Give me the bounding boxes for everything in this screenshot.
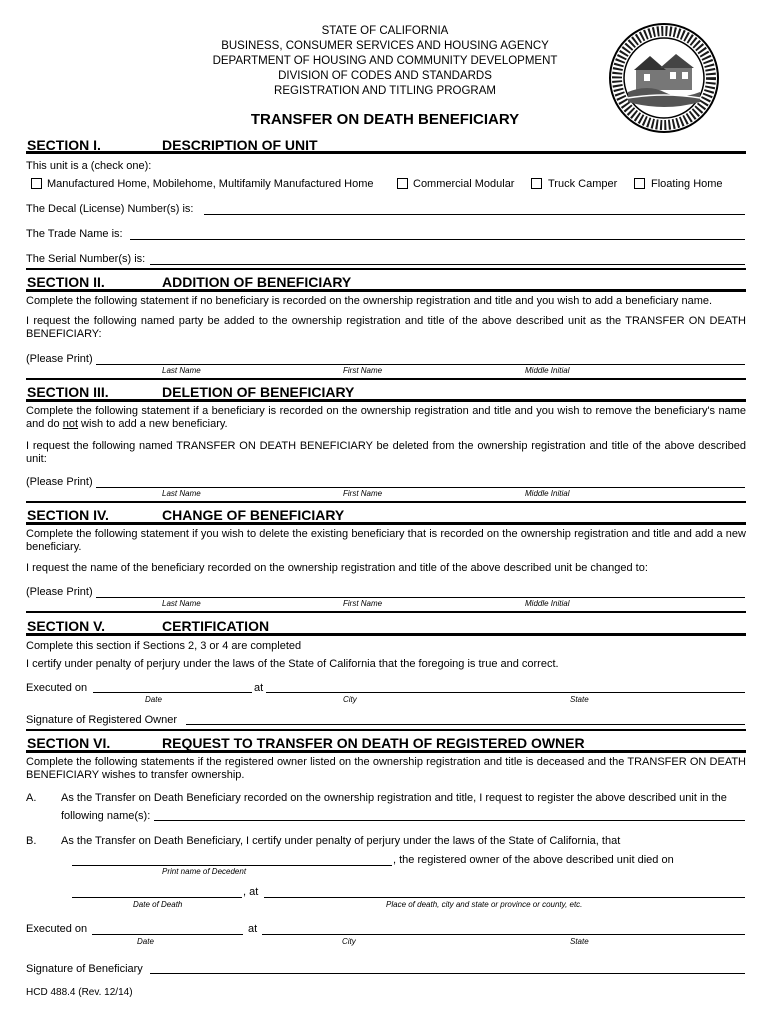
item-b-text: As the Transfer on Death Beneficiary, I certify under penalty of perjury under the laws of the State of California, that [61,835,621,847]
section-6-title: REQUEST TO TRANSFER ON DEATH OF REGISTERED OWNER [162,735,585,751]
state-caption: State [570,937,589,946]
executed-on-label: Executed on [26,682,88,694]
decal-label: The Decal (License) Number(s) is: [26,203,194,215]
middle-initial-caption: Middle Initial [525,489,570,498]
middle-initial-caption: Middle Initial [525,599,570,608]
executed-on-label: Executed on [26,923,88,935]
section-2-instructions: Complete the following statement if no beneficiary is recorded on the ownership registration and title and you wish to add a beneficiary name. [26,295,713,307]
executed-location-field[interactable] [266,692,745,693]
section-divider [26,729,746,731]
decedent-name-field[interactable] [72,865,392,866]
checkbox-manufactured-home[interactable] [31,178,42,189]
comma-at-label: , at [243,886,259,898]
section-5-title: CERTIFICATION [162,618,270,634]
decedent-name-caption: Print name of Decedent [162,867,247,876]
beneficiary-executed-location-field[interactable] [262,934,745,935]
beneficiary-executed-date-field[interactable] [92,934,243,935]
serial-number-label: The Serial Number(s) is: [26,253,146,265]
header-line: STATE OF CALIFORNIA [321,25,449,37]
section-3-number: SECTION III. [27,384,109,400]
section-divider [26,611,746,613]
last-name-caption: Last Name [162,366,201,375]
decal-number-field[interactable] [204,214,745,215]
place-of-death-caption: Place of death, city and state or province or county, etc. [386,900,583,909]
certification-statement: I certify under penalty of perjury under the laws of the State of California that the foregoing is true and correct. [26,658,559,670]
item-a-text: As the Transfer on Death Beneficiary recorded on the ownership registration and title, I request to register the above described unit in the [61,792,727,804]
trade-name-field[interactable] [130,239,745,240]
please-print-label: (Please Print) [26,476,93,488]
state-caption: State [570,695,589,704]
trade-name-label: The Trade Name is: [26,228,123,240]
beneficiary-signature-field[interactable] [150,973,745,974]
section-divider [26,522,746,525]
checkbox-commercial-modular[interactable] [397,178,408,189]
item-b-label: B. [26,835,37,847]
header-line: DIVISION OF CODES AND STANDARDS [278,70,492,82]
section-4-request: I request the name of the beneficiary recorded on the ownership registration and title of the above described unit be changed to: [26,562,648,574]
section-divider [26,501,746,503]
serial-number-field[interactable] [150,264,745,265]
form-number: HCD 488.4 (Rev. 12/14) [26,987,133,998]
place-of-death-field[interactable] [264,897,745,898]
checkbox-truck-camper[interactable] [531,178,542,189]
section-2-number: SECTION II. [27,274,105,290]
section-2-title: ADDITION OF BENEFICIARY [162,274,352,290]
first-name-caption: First Name [343,366,383,375]
section-4-title: CHANGE OF BENEFICIARY [162,507,345,523]
option-label: Manufactured Home, Mobilehome, Multifamily Manufactured Home [47,178,374,190]
section-5-number: SECTION V. [27,618,106,634]
died-on-text: , the registered owner of the above described unit died on [393,854,674,866]
option-label: Floating Home [651,178,723,190]
owner-signature-field[interactable] [186,724,745,725]
beneficiary-signature-label: Signature of Beneficiary [26,963,143,975]
first-name-caption: First Name [343,599,383,608]
last-name-caption: Last Name [162,599,201,608]
date-caption: Date [145,695,162,704]
header-line: DEPARTMENT OF HOUSING AND COMMUNITY DEVELOPMENT [212,55,558,67]
date-of-death-field[interactable] [72,897,242,898]
change-beneficiary-name-field[interactable] [96,597,745,598]
city-caption: City [343,695,357,704]
middle-initial-caption: Middle Initial [525,366,570,375]
first-name-caption: First Name [343,489,383,498]
section-divider [26,378,746,380]
section-1-title: DESCRIPTION OF UNIT [162,137,318,153]
executed-date-field[interactable] [93,692,252,693]
at-label: at [248,923,258,935]
section-divider [26,151,746,154]
unit-type-intro: This unit is a (check one): [26,160,152,172]
section-divider [26,399,746,402]
section-5-instructions: Complete this section if Sections 2, 3 or 4 are completed [26,640,302,652]
section-3-request: I request the following named TRANSFER ON DEATH BENEFICIARY be deleted from the ownership registration and title of the above described unit: [26,440,746,465]
section-divider [26,750,746,753]
item-a-label: A. [26,792,37,804]
last-name-caption: Last Name [162,489,201,498]
date-caption: Date [137,937,154,946]
item-a-text-continued: following name(s): [61,810,151,822]
section-2-request: I request the following named party be added to the ownership registration and title of the above described unit as the TRANSFER ON DEATH BENEFICIARY: [26,315,746,340]
form-title: TRANSFER ON DEATH BENEFICIARY [250,111,520,128]
section-6-number: SECTION VI. [27,735,111,751]
section-divider [26,633,746,636]
section-1-number: SECTION I. [27,137,101,153]
new-owner-names-field[interactable] [154,820,745,821]
city-caption: City [342,937,356,946]
option-label: Truck Camper [548,178,618,190]
section-4-number: SECTION IV. [27,507,109,523]
owner-signature-label: Signature of Registered Owner [26,714,178,726]
section-3-instructions: Complete the following statement if a beneficiary is recorded on the ownership registration and title and you wish to remove the beneficiary's name and do not wish to add a new beneficiary. [26,405,746,430]
at-label: at [254,682,264,694]
date-of-death-caption: Date of Death [133,900,183,909]
hcd-seal-logo [608,22,720,134]
add-beneficiary-name-field[interactable] [96,364,745,365]
section-4-instructions: Complete the following statement if you wish to delete the existing beneficiary that is recorded on the ownership registration and title and add a new beneficiary. [26,528,746,553]
header-line: REGISTRATION AND TITLING PROGRAM [274,85,496,97]
option-label: Commercial Modular [413,178,515,190]
section-3-title: DELETION OF BENEFICIARY [162,384,355,400]
please-print-label: (Please Print) [26,586,93,598]
section-6-instructions: Complete the following statements if the registered owner listed on the ownership registration and title is deceased and the TRANSFER ON DEATH BENEFICIARY wishes to transfer ownership. [26,756,746,781]
section-divider [26,289,746,292]
please-print-label: (Please Print) [26,353,93,365]
delete-beneficiary-name-field[interactable] [96,487,745,488]
agency-header [180,24,590,99]
header-line: BUSINESS, CONSUMER SERVICES AND HOUSING AGENCY [221,40,549,52]
section-divider [26,268,746,270]
checkbox-floating-home[interactable] [634,178,645,189]
